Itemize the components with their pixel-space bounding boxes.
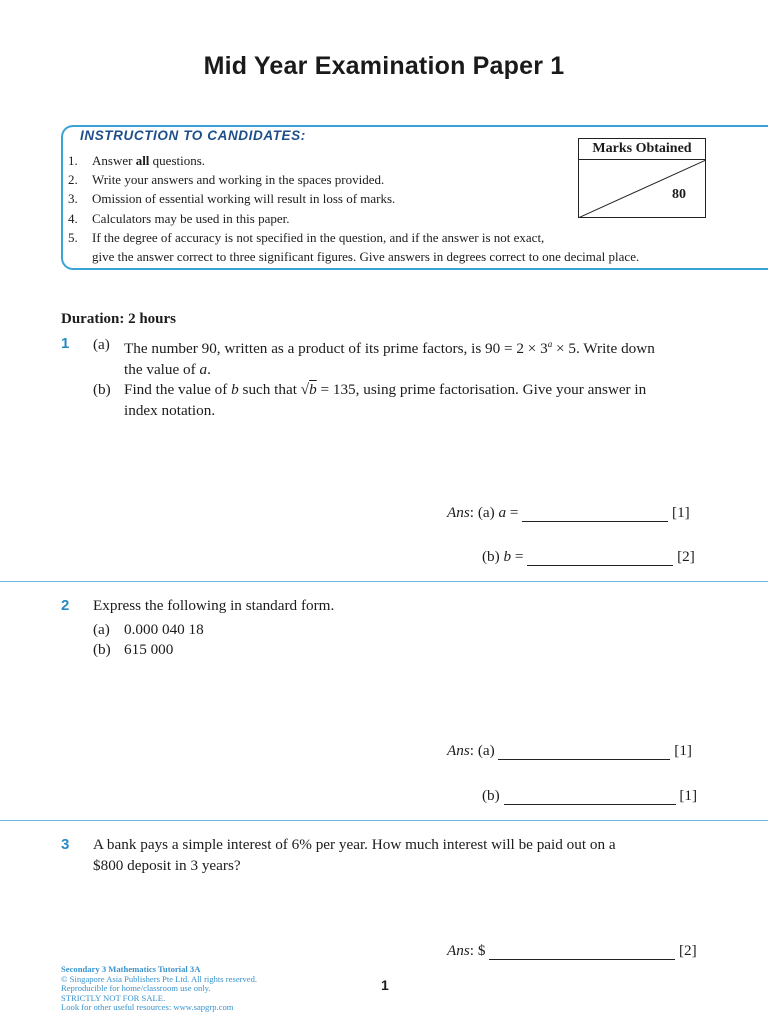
- question-3-text: A bank pays a simple interest of 6% per year. How much interest will be paid out on a $800 deposit in 3 years?: [93, 836, 616, 874]
- question-2a-answer: Ans: (a) [1]: [447, 742, 692, 759]
- answer-blank[interactable]: [522, 505, 668, 522]
- question-1-number: 1: [61, 335, 70, 352]
- page-title: Mid Year Examination Paper 1: [203, 52, 565, 80]
- marks-diagonal: [578, 160, 706, 218]
- section-divider: [0, 820, 768, 821]
- instruction-list: [68, 151, 639, 266]
- question-2-text: Express the following in standard form.: [93, 597, 335, 614]
- instruction-item: 5. If the degree of accuracy is not specified in the question, and if the answer is not exact,: [68, 229, 545, 245]
- question-1b-answer: (b) b = [2]: [482, 548, 695, 565]
- square-root-symbol: √b: [300, 381, 317, 398]
- question-1b: (b) Find the value of b such that √b = 135, using prime factorisation. Give your answer in index notation.: [93, 381, 647, 419]
- instruction-item-continuation: give the answer correct to three significant figures. Give answers in degrees correct to one decimal place.: [92, 249, 640, 265]
- question-1a-answer: Ans: (a) a = [1]: [447, 504, 690, 521]
- answer-blank[interactable]: [489, 943, 675, 960]
- instruction-heading: INSTRUCTION TO CANDIDATES:: [80, 128, 306, 143]
- question-1a: (a) The number 90, written as a product of its prime factors, is $90 = 2 \times 3^a \times 5$. Write down the value of a.: [93, 336, 655, 379]
- question-2-number: 2: [61, 597, 70, 614]
- duration: Duration: 2 hours: [61, 311, 177, 327]
- question-2b: (b) 615 000: [93, 641, 174, 658]
- answer-blank[interactable]: [504, 788, 676, 805]
- section-divider: [0, 581, 768, 582]
- answer-blank[interactable]: [498, 743, 670, 760]
- instruction-item: 3. Omission of essential working will result in loss of marks.: [68, 191, 396, 207]
- question-3-answer: Ans: $ [2]: [447, 942, 697, 959]
- instruction-item: 1. Answer all questions.: [68, 153, 206, 168]
- footer: Secondary 3 Mathematics Tutorial 3A © Singapore Asia Publishers Pte Ltd. All rights reserved. Reproducible for home/classroom use only. STRICTLY NOT FOR SALE. Look for other useful resources: www.sapgrp.com: [61, 964, 258, 1013]
- instruction-item: 2. Write your answers and working in the spaces provided.: [68, 172, 385, 188]
- question-2b-answer: (b) [1]: [482, 787, 698, 804]
- question-3-number: 3: [61, 836, 70, 853]
- marks-label: Marks Obtained: [578, 138, 706, 160]
- page-number: 1: [381, 977, 389, 993]
- marks-total: 80: [672, 187, 686, 202]
- instruction-item: 4. Calculators may be used in this paper.: [68, 210, 290, 226]
- question-2a: (a) 0.000 040 18: [93, 621, 204, 638]
- answer-blank[interactable]: [527, 549, 673, 566]
